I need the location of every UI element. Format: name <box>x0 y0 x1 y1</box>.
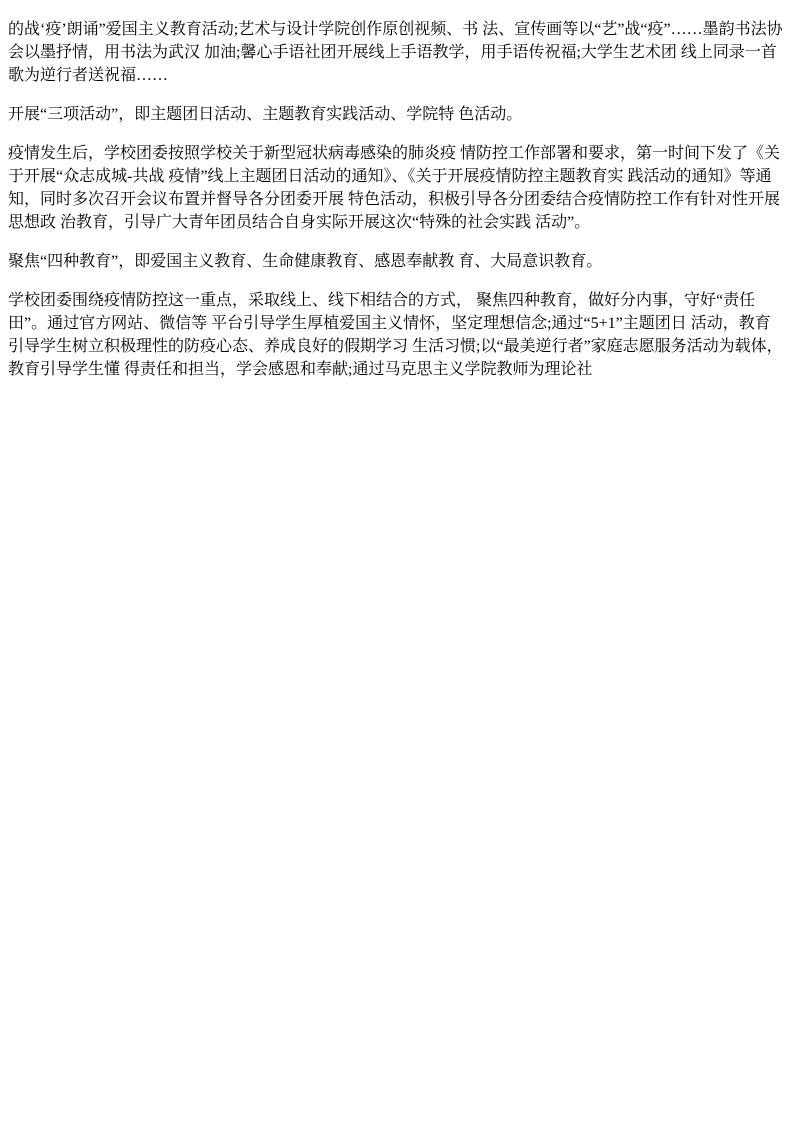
text-line: 疫情”线上主题团日活动的通知》、《关于开展疫情防控主题教育实 <box>168 168 624 185</box>
text-line: 活动”。 <box>535 214 591 231</box>
text-line: 育、大局意识教育。 <box>458 253 603 270</box>
text-line: 得责任和担当，学会感恩和奉献;通过马克思主义学院教师为理论社 <box>124 361 593 378</box>
text-line: 学校团委围绕疫情防控这一重点，采取线上、线下相结合的方式， <box>8 292 473 309</box>
text-line: 法、宣传画等以“艺”战“疫”……墨韵书法协会以墨抒情，用书法为武汉 <box>8 21 783 61</box>
paragraph-4 <box>8 248 786 271</box>
text-line: 开展“三项活动”，即主题团日活动、主题教育实践活动、学院特 <box>8 106 455 123</box>
text-line: 平台引导学生厚植爱国主义情怀，坚定理想信念;通过“5+1”主题团日 <box>211 315 687 332</box>
text-line: 活动，教育引导学生树立积极理性的防疫心态、养成良好的假期学习 <box>8 315 771 355</box>
text-line: 加油;馨心手语社团开展线上手语教学，用手语传祝福;大学生艺术团 <box>204 44 677 61</box>
paragraph-1 <box>8 16 786 85</box>
paragraph-3 <box>8 140 786 232</box>
text-line: 生活习惯;以“最美逆行者”家庭志愿服务活动为载体，教育引导学生懂 <box>8 338 783 378</box>
text-line: 聚焦四种教育，做好分内事，守好“责任田”。通过官方网站、微信等 <box>8 292 756 332</box>
document-page <box>8 16 786 379</box>
paragraph-2 <box>8 101 786 124</box>
text-line: 线上同录一首歌为逆行者送祝福…… <box>8 44 777 84</box>
text-line: 色活动。 <box>458 106 523 123</box>
text-line: 疫情发生后，学校团委按照学校关于新型冠状病毒感染的肺炎疫 <box>8 145 457 162</box>
paragraph-5 <box>8 287 786 379</box>
text-line: 的战‘疫’朗诵”爱国主义教育活动;艺术与设计学院创作原创视频、书 <box>8 21 479 38</box>
text-line: 践活动的通知》等通知，同时多次召开会议布置并督导各分团委开展 <box>8 168 772 208</box>
text-line: 情防控工作部署和要求，第一时间下发了《关于开展“众志成城-共战 <box>8 145 781 185</box>
text-line: 聚焦“四种教育”，即爱国主义教育、生命健康教育、感恩奉献教 <box>8 253 455 270</box>
text-line: 特色活动，积极引导各分团委结合疫情防控工作有针对性开展思想政 <box>8 191 781 231</box>
text-line: 治教育，引导广大青年团员结合自身实际开展这次“特殊的社会实践 <box>60 214 532 231</box>
